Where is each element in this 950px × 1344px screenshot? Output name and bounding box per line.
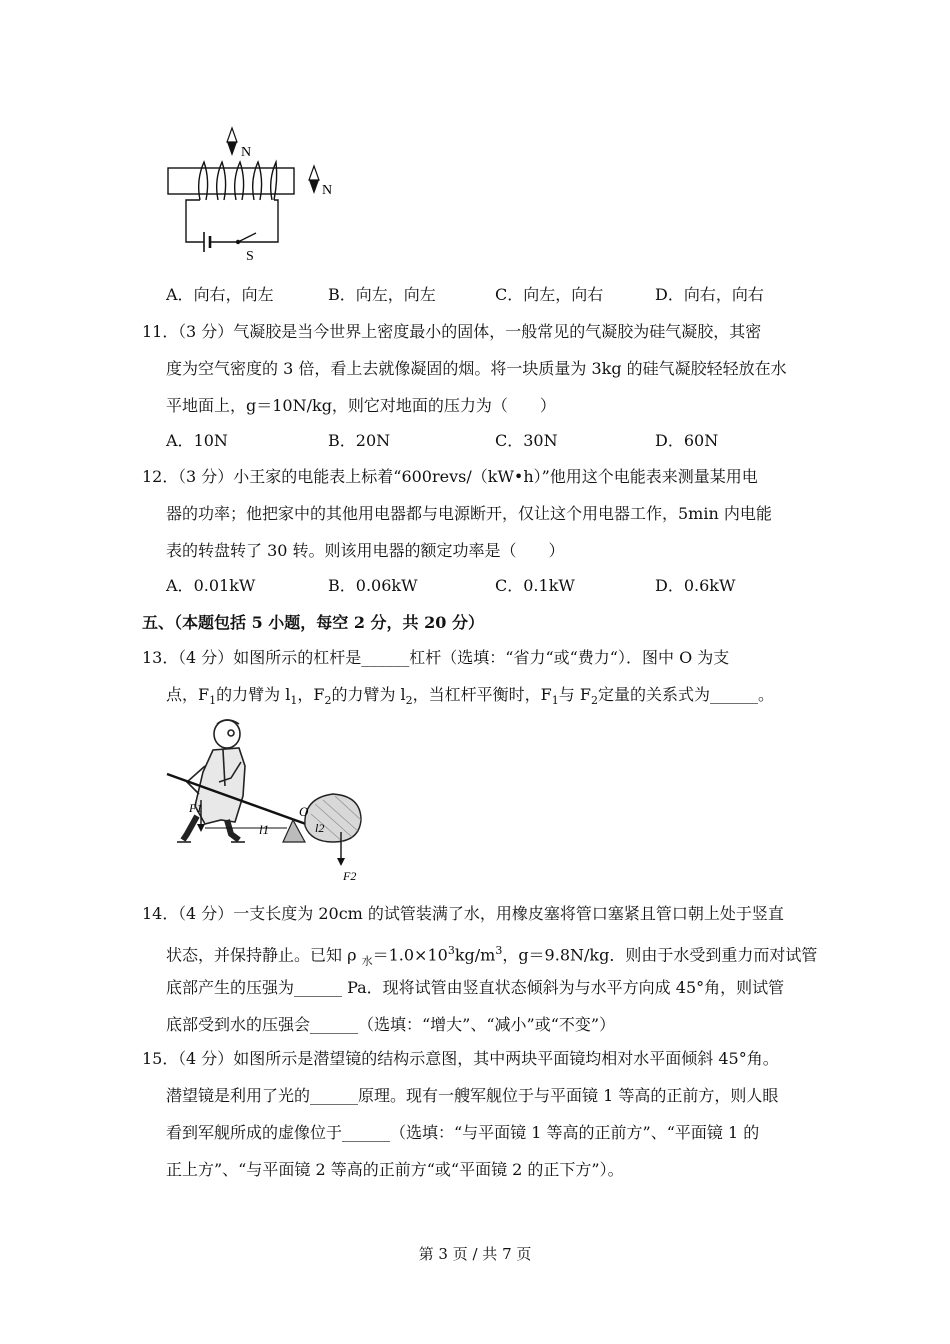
q14-line-3: 底部产生的压强为______ Pa．现将试管由竖直状态倾斜为与水平方向成 45°角，则试管 — [166, 978, 785, 997]
compass-needle-right — [309, 166, 319, 194]
q11-line-3: 平地面上，g＝10N/kg，则它对地面的压力为（ ） — [166, 396, 556, 415]
q10-option-b[interactable]: B．向左，向左 — [328, 285, 436, 304]
f2-label: F2 — [343, 869, 357, 883]
q11-line-2: 度为空气密度的 3 倍，看上去就像凝固的烟。将一块质量为 3kg 的硅气凝胶轻轻放在水 — [166, 359, 787, 378]
switch-label: S — [246, 249, 254, 264]
q11-option-a[interactable]: A．10N — [166, 431, 228, 450]
q12-option-a[interactable]: A．0.01kW — [166, 576, 256, 595]
q12-number: 12． — [142, 467, 179, 486]
l1-label: l1 — [259, 822, 270, 837]
q10-option-a[interactable]: A．向右，向左 — [166, 285, 274, 304]
q15-line-1: （4 分）如图所示是潜望镜的结构示意图，其中两块平面镜均相对水平面倾斜 45°角。 — [170, 1049, 779, 1068]
q11-option-b[interactable]: B．20N — [328, 431, 391, 450]
q12-line-3: 表的转盘转了 30 转。则该用电器的额定功率是（ ） — [166, 541, 565, 560]
q11-line-1: （3 分）气凝胶是当今世界上密度最小的固体，一般常见的气凝胶为硅气凝胶，其密 — [170, 322, 762, 341]
q14-number: 14． — [142, 904, 179, 923]
q14-line-2: 状态，并保持静止。已知 ρ $_水=1.0\times 10^3kg/m^3$，g＝9.8N/kg．则由于水受到重力而对试管 — [166, 944, 818, 968]
q12-option-b[interactable]: B．0.06kW — [328, 576, 418, 595]
q12-option-c[interactable]: C．0.1kW — [495, 576, 575, 595]
o-label: O — [299, 804, 309, 819]
q12-line-2: 器的功率；他把家中的其他用电器都与电源断开，仅让这个用电器工作，5min 内电能 — [166, 504, 772, 523]
q11-option-c[interactable]: C．30N — [495, 431, 558, 450]
f1-label: F1 — [189, 801, 203, 815]
q12-option-d[interactable]: D．0.6kW — [655, 576, 736, 595]
q12-line-1: （3 分）小王家的电能表上标着“600revs/（kW•h）”他用这个电能表来测量某用电 — [170, 467, 758, 486]
solenoid-circuit-figure — [160, 122, 350, 267]
lever-figure — [165, 716, 375, 884]
q14-line-1: （4 分）一支长度为 20cm 的试管装满了水，用橡皮塞将管口塞紧且管口朝上处于竖直 — [170, 904, 784, 923]
q15-line-3: 看到军舰所成的虚像位于______（选填：“与平面镜 1 等高的正前方”、“平面镜 1 的 — [166, 1123, 760, 1142]
q15-number: 15． — [142, 1049, 179, 1068]
q10-option-c[interactable]: C．向左，向右 — [495, 285, 604, 304]
needle-top-label: N — [241, 145, 252, 160]
needle-right-label: N — [322, 183, 333, 198]
q10-option-d[interactable]: D．向右，向右 — [655, 285, 764, 304]
section-5-title: 五、（本题包括 5 小题，每空 2 分，共 20 分） — [142, 613, 484, 632]
q14-line-4: 底部受到水的压强会______（选填：“增大”、“减小”或“不变”） — [166, 1015, 616, 1034]
page-footer: 第 3 页 / 共 7 页 — [418, 1245, 532, 1263]
q15-line-2: 潜望镜是利用了光的______原理。现有一艘军舰位于与平面镜 1 等高的正前方，则人眼 — [166, 1086, 779, 1105]
q13-line-1: （4 分）如图所示的杠杆是______杠杆（选填：“省力“或“费力“）．图中 O 为支 — [170, 648, 730, 667]
q13-number: 13． — [142, 648, 179, 667]
q11-number: 11． — [142, 322, 179, 341]
q11-option-d[interactable]: D．60N — [655, 431, 719, 450]
q13-line-2: 点，$F_1$的力臂为 $l_1$，$F_2$的力臂为 $l_2$，当杠杆平衡时，$F_1$与 $F_2$定量的关系式为______。 — [166, 685, 774, 708]
q15-line-4: 正上方”、“与平面镜 2 等高的正前方“或“平面镜 2 的正下方”）。 — [166, 1160, 624, 1179]
compass-needle-top — [227, 128, 237, 156]
l2-label: l2 — [315, 821, 325, 835]
